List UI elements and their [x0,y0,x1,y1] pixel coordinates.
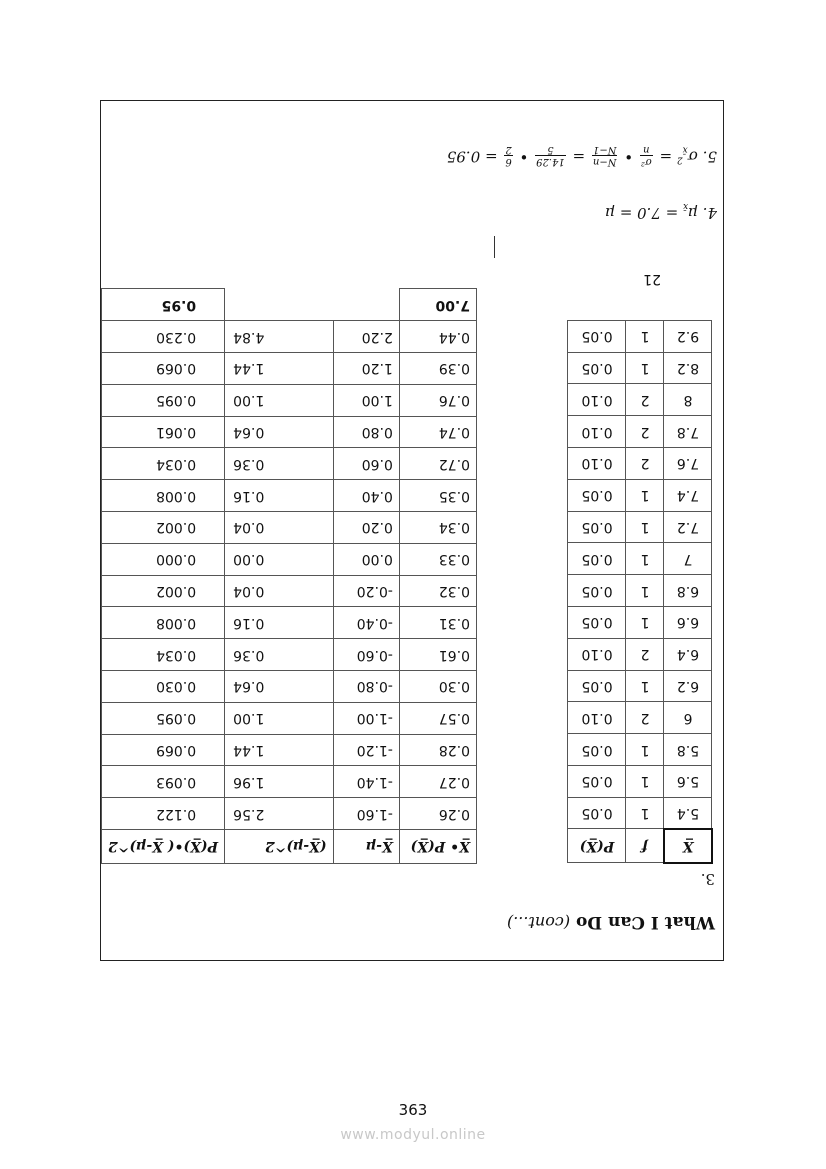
frequency-table-row [568,638,712,670]
cell-squared-deviation: 1.44 [225,353,334,385]
cell-f: 1 [626,511,664,543]
calculation-table-row [102,321,477,353]
cell-f: 2 [626,416,664,448]
cell-x: 8.2 [664,352,712,384]
section-title [507,912,715,932]
cell-squared-deviation: 4.84 [225,321,334,353]
cell-f: 2 [626,638,664,670]
fraction-3-num: 14.29 [536,156,565,167]
fraction-2-num: N−n [592,156,617,167]
formula-5-sub: x̄ [682,144,688,155]
cell-x-minus-mu: 0.00 [333,543,399,575]
fraction-correction [592,144,618,167]
formula-4-mu: μ [688,204,698,222]
fraction-3-den: 5 [547,144,554,155]
cell-weighted-squared-deviation: 0.030 [102,671,225,703]
cell-x-minus-mu: -0.40 [333,607,399,639]
calculation-table-row [102,575,477,607]
frequency-table-row [568,511,712,543]
cell-squared-deviation: 0.36 [225,639,334,671]
section-title-text: What I Can Do [575,912,715,932]
total-empty-2 [225,289,334,321]
cell-f: 1 [626,606,664,638]
formula-4 [605,201,717,222]
frequency-table-row [568,702,712,734]
fraction-sigma-n [640,144,653,167]
calculation-table-row [102,543,477,575]
frequency-total: 21 [643,271,661,287]
cell-squared-deviation: 1.00 [225,384,334,416]
cell-x-minus-mu: -0.80 [333,671,399,703]
cell-weighted-squared-deviation: 0.069 [102,734,225,766]
cell-squared-deviation: 0.04 [225,575,334,607]
cell-weighted-squared-deviation: 0.000 [102,543,225,575]
cell-px: 0.05 [568,511,626,543]
cell-x: 6.2 [664,670,712,702]
cell-x-minus-mu: -1.00 [333,702,399,734]
vertical-divider [494,236,495,258]
calculation-table-row [102,384,477,416]
cell-squared-deviation: 2.56 [225,798,334,830]
item-number-3: 3. [700,870,715,888]
calculation-table-row [102,353,477,385]
cell-x: 6.4 [664,638,712,670]
calculation-table-row [102,798,477,830]
cell-squared-deviation: 0.16 [225,480,334,512]
cell-x-minus-mu: 0.80 [333,416,399,448]
cell-f: 2 [626,447,664,479]
cell-x-minus-mu: -0.60 [333,639,399,671]
total-mean: 7.00 [399,289,476,321]
cell-x: 5.8 [664,734,712,766]
formula-5-dot-2: • [514,147,529,166]
cell-x: 6.8 [664,575,712,607]
cell-px: 0.05 [568,734,626,766]
frequency-table-header [568,829,712,863]
cell-weighted-squared-deviation: 0.008 [102,607,225,639]
calculation-table-row [102,480,477,512]
cell-x-minus-mu: 1.20 [333,353,399,385]
cell-x-times-p: 0.34 [399,512,476,544]
cell-x-times-p: 0.57 [399,702,476,734]
cell-x: 7 [664,543,712,575]
cell-x: 7.4 [664,479,712,511]
calculation-table-row [102,639,477,671]
cell-x: 6.6 [664,606,712,638]
cell-squared-deviation: 0.64 [225,416,334,448]
cell-px: 0.10 [568,638,626,670]
cell-squared-deviation: 0.00 [225,543,334,575]
calculation-table-row [102,416,477,448]
cell-x-times-p: 0.31 [399,607,476,639]
cell-x-minus-mu: 0.40 [333,480,399,512]
calculation-total-row [102,289,477,321]
cell-x-times-p: 0.35 [399,480,476,512]
formula-5 [447,144,717,167]
cell-x-times-p: 0.39 [399,353,476,385]
formula-5-result: = 0.95 [446,147,498,166]
calculation-table-row [102,607,477,639]
cell-px: 0.05 [568,543,626,575]
frequency-table [568,320,714,864]
cell-px: 0.05 [568,670,626,702]
cell-weighted-squared-deviation: 0.093 [102,766,225,798]
cell-f: 2 [626,384,664,416]
cell-f: 1 [626,734,664,766]
cell-x: 7.2 [664,511,712,543]
calculation-table-row [102,702,477,734]
cell-f: 1 [626,670,664,702]
cell-x-times-p: 0.61 [399,639,476,671]
cell-squared-deviation: 0.64 [225,671,334,703]
cell-px: 0.05 [568,575,626,607]
cell-x-minus-mu: -0.20 [333,575,399,607]
content-frame [100,100,724,961]
cell-px: 0.10 [568,416,626,448]
cell-weighted-squared-deviation: 0.095 [102,384,225,416]
cell-weighted-squared-deviation: 0.230 [102,321,225,353]
cell-x: 5.6 [664,765,712,797]
cell-x-minus-mu: 1.00 [333,384,399,416]
cell-weighted-squared-deviation: 0.008 [102,480,225,512]
cell-weighted-squared-deviation: 0.034 [102,639,225,671]
section-title-cont: (cont...) [506,913,571,932]
cell-x-times-p: 0.44 [399,321,476,353]
frequency-table-row [568,670,712,702]
cell-px: 0.05 [568,606,626,638]
cell-squared-deviation: 1.00 [225,702,334,734]
formula-5-dot-1: • [619,147,634,166]
cell-f: 1 [626,765,664,797]
watermark: www.modyul.online [340,1127,486,1143]
formula-5-sup: 2 [676,154,683,165]
frequency-table-row [568,734,712,766]
cell-px: 0.10 [568,702,626,734]
cell-weighted-squared-deviation: 0.069 [102,353,225,385]
formula-4-text: = 7.0 = μ [605,204,684,222]
cell-x-times-p: 0.72 [399,448,476,480]
cell-px: 0.10 [568,384,626,416]
calculation-table [101,288,477,864]
total-empty-1 [333,289,399,321]
cell-x-times-p: 0.28 [399,734,476,766]
formula-4-sub: x̄ [683,201,689,211]
formula-5-label: 5. [702,147,717,166]
header-x-times-p: X̲• P(X̲) [399,830,476,864]
cell-weighted-squared-deviation: 0.095 [102,702,225,734]
cell-f: 1 [626,320,664,352]
frequency-table-row [568,606,712,638]
cell-weighted-squared-deviation: 0.122 [102,798,225,830]
cell-x-minus-mu: 0.20 [333,512,399,544]
fraction-4-num: 6 [505,156,512,167]
fraction-values-1 [535,144,566,167]
cell-px: 0.05 [568,352,626,384]
cell-x: 5.4 [664,797,712,829]
cell-px: 0.05 [568,765,626,797]
cell-x-minus-mu: -1.40 [333,766,399,798]
header-weighted-squared-deviation: P(X̲)•( X̲-μ)^2 [102,830,225,864]
frequency-table-row [568,320,712,352]
cell-px: 0.05 [568,797,626,829]
header-px: P(X̲) [568,829,626,863]
total-variance: 0.95 [102,289,225,321]
cell-squared-deviation: 1.44 [225,734,334,766]
cell-weighted-squared-deviation: 0.034 [102,448,225,480]
frequency-table-row [568,479,712,511]
calculation-table-body [102,321,477,830]
frequency-table-row [568,765,712,797]
cell-x: 8 [664,384,712,416]
fraction-1-den: n [643,144,650,155]
cell-squared-deviation: 0.36 [225,448,334,480]
upside-down-content [101,101,723,960]
cell-px: 0.10 [568,447,626,479]
formula-4-label: 4. [702,204,717,222]
cell-x-times-p: 0.74 [399,416,476,448]
cell-squared-deviation: 0.16 [225,607,334,639]
cell-x-times-p: 0.27 [399,766,476,798]
calculation-table-row [102,448,477,480]
cell-x: 9.2 [664,320,712,352]
fraction-4-den: 2 [505,144,512,155]
cell-x-times-p: 0.26 [399,798,476,830]
cell-squared-deviation: 0.04 [225,512,334,544]
frequency-table-body [568,320,712,829]
cell-f: 1 [626,575,664,607]
calculation-table-row [102,766,477,798]
cell-x: 7.8 [664,416,712,448]
header-x: X̲ [664,829,712,863]
formula-5-eq1: = [654,147,673,166]
cell-x-times-p: 0.32 [399,575,476,607]
frequency-table-row [568,543,712,575]
formula-5-sigma: σ [687,147,698,166]
cell-f: 1 [626,543,664,575]
cell-x-times-p: 0.30 [399,671,476,703]
cell-px: 0.05 [568,479,626,511]
cell-px: 0.05 [568,320,626,352]
cell-squared-deviation: 1.96 [225,766,334,798]
cell-f: 1 [626,797,664,829]
frequency-table-row [568,352,712,384]
page-number: 363 [398,1101,428,1119]
calculation-table-row [102,671,477,703]
cell-x-times-p: 0.76 [399,384,476,416]
header-squared-deviation: (X̲-μ)^2 [225,830,334,864]
fraction-1-num: σ² [640,156,652,167]
frequency-table-row [568,575,712,607]
cell-weighted-squared-deviation: 0.061 [102,416,225,448]
cell-x-minus-mu: 0.60 [333,448,399,480]
cell-x-minus-mu: -1.20 [333,734,399,766]
fraction-values-2 [504,144,512,167]
cell-f: 1 [626,352,664,384]
cell-f: 2 [626,702,664,734]
cell-f: 1 [626,479,664,511]
calculation-table-row [102,734,477,766]
formula-5-eq2: = [567,147,586,166]
frequency-table-row [568,447,712,479]
cell-weighted-squared-deviation: 0.002 [102,575,225,607]
header-x-minus-mu: X̲-μ [333,830,399,864]
frequency-table-row [568,384,712,416]
frequency-table-row [568,797,712,829]
cell-weighted-squared-deviation: 0.002 [102,512,225,544]
cell-x: 6 [664,702,712,734]
fraction-2-den: N−1 [592,144,617,155]
cell-x: 7.6 [664,447,712,479]
cell-x-times-p: 0.33 [399,543,476,575]
cell-x-minus-mu: 2.20 [333,321,399,353]
cell-x-minus-mu: -1.60 [333,798,399,830]
frequency-table-row [568,416,712,448]
calculation-table-header [102,830,477,864]
calculation-table-row [102,512,477,544]
header-f: f [626,829,664,863]
